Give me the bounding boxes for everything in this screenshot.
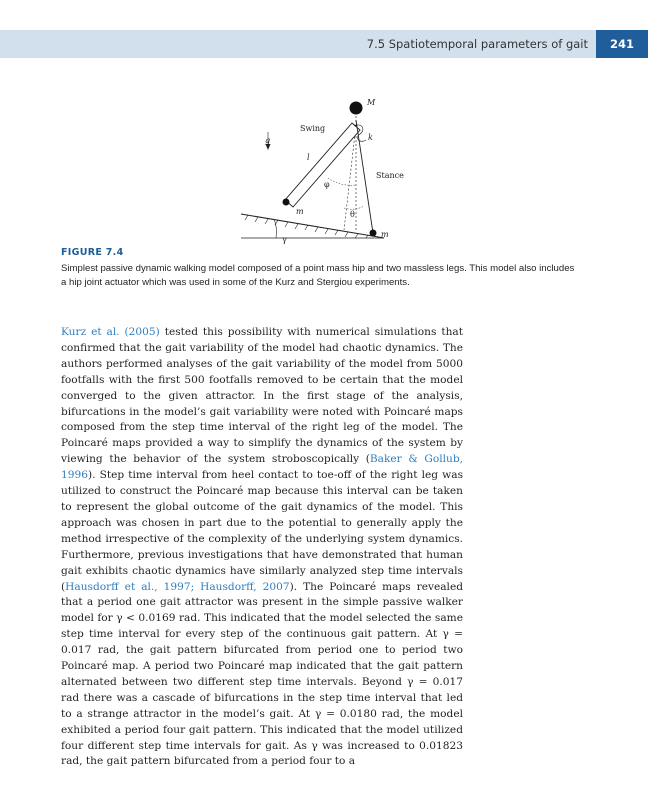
page-number: 241 (596, 30, 648, 58)
running-header (0, 30, 648, 58)
figure-caption: Simplest passive dynamic walking model composed of a point mass hip and two massless legs. This model also includes a hip joint actuator which was used in some of the Kurz and Stergiou experiments. (61, 263, 575, 288)
swing-foot-mass (283, 199, 290, 206)
hip-mass-M (350, 102, 363, 115)
label-phi: φ (324, 180, 330, 189)
label-k: k (368, 133, 373, 142)
slope-line (241, 214, 384, 238)
body-text-part-b: ). Step time interval from heel contact to toe-off of the right leg was utilized to construct the Poincaré map because this interval can be taken to represent the global outcome of the gait dynamics of the model. This approach was chosen in part due to the potential to generally apply the method irrespective of the complexity of the underlying system dynamics. Furthermore, previous investigations that have demonstrated that human gait exhibits chaotic dynamics have similarly analyzed step time intervals ( (61, 469, 463, 593)
header-section-title: 7.5 Spatiotemporal parameters of gait (366, 37, 588, 51)
swing-leg (285, 123, 360, 207)
theta-arc (344, 206, 364, 209)
body-text-part-a: tested this possibility with numerical simulations that confirmed that the gait variability of the model had chaotic dynamics. The authors performed analyses of the gait variability of the model from 5000 footfalls with the first 500 footfalls removed to be certain that the model converged to the given attractor. In the first stage of the analysis, bifurcations in the model’s gait variability were noted with Poincaré maps composed from the step time interval of the right leg of the model. The Poincaré maps provided a way to simplify the dynamics of the system by viewing the behavior of the system stroboscopically ( (61, 326, 464, 466)
body-paragraph (61, 325, 463, 770)
label-M: M (367, 98, 376, 107)
citation-hausdorff[interactable]: Hausdorff et al., 1997; Hausdorff, 2007 (65, 580, 290, 593)
walking-model-figure (236, 90, 416, 250)
label-stance: Stance (376, 171, 404, 180)
label-m-stance: m (381, 230, 389, 239)
label-gamma: γ (282, 235, 287, 244)
label-l: l (307, 153, 310, 162)
label-m-swing: m (296, 207, 304, 216)
citation-kurz-2005[interactable]: Kurz et al. (2005) (61, 326, 160, 338)
phi-arc (328, 178, 356, 185)
walking-model-diagram (236, 90, 416, 250)
figure-label: FIGURE 7.4 (61, 247, 124, 258)
label-swing: Swing (300, 124, 326, 133)
citation-baker-gollub-1996[interactable]: Baker & Gollub, 1996 (61, 453, 463, 482)
label-g: g (265, 136, 271, 145)
gamma-arc (274, 219, 277, 238)
body-text-part-c: ). The Poincaré maps revealed that a period one gait attractor was present in the simple passive walker model for γ < 0.0169 rad. This indicated that the model selected the same step time interval for every step of the continuous gait pattern. At γ = 0.017 rad, the gait pattern bifurcated from period one to period two Poincaré map. A period two Poincaré map indicated that the gait pattern alternated between two different step time intervals. Beyond γ = 0.017 rad there was a cascade of bifurcations in the step time interval that led to a strange attractor in the model’s gait. At γ = 0.0180 rad, the model exhibited a period four gait pattern. This indicated that the model utilized four different step time intervals for gait. As γ was increased to 0.01823 rad, the gait pattern bifurcated from a period four to a (61, 580, 463, 768)
stance-foot-mass (370, 230, 377, 237)
label-theta: θ (350, 210, 355, 219)
